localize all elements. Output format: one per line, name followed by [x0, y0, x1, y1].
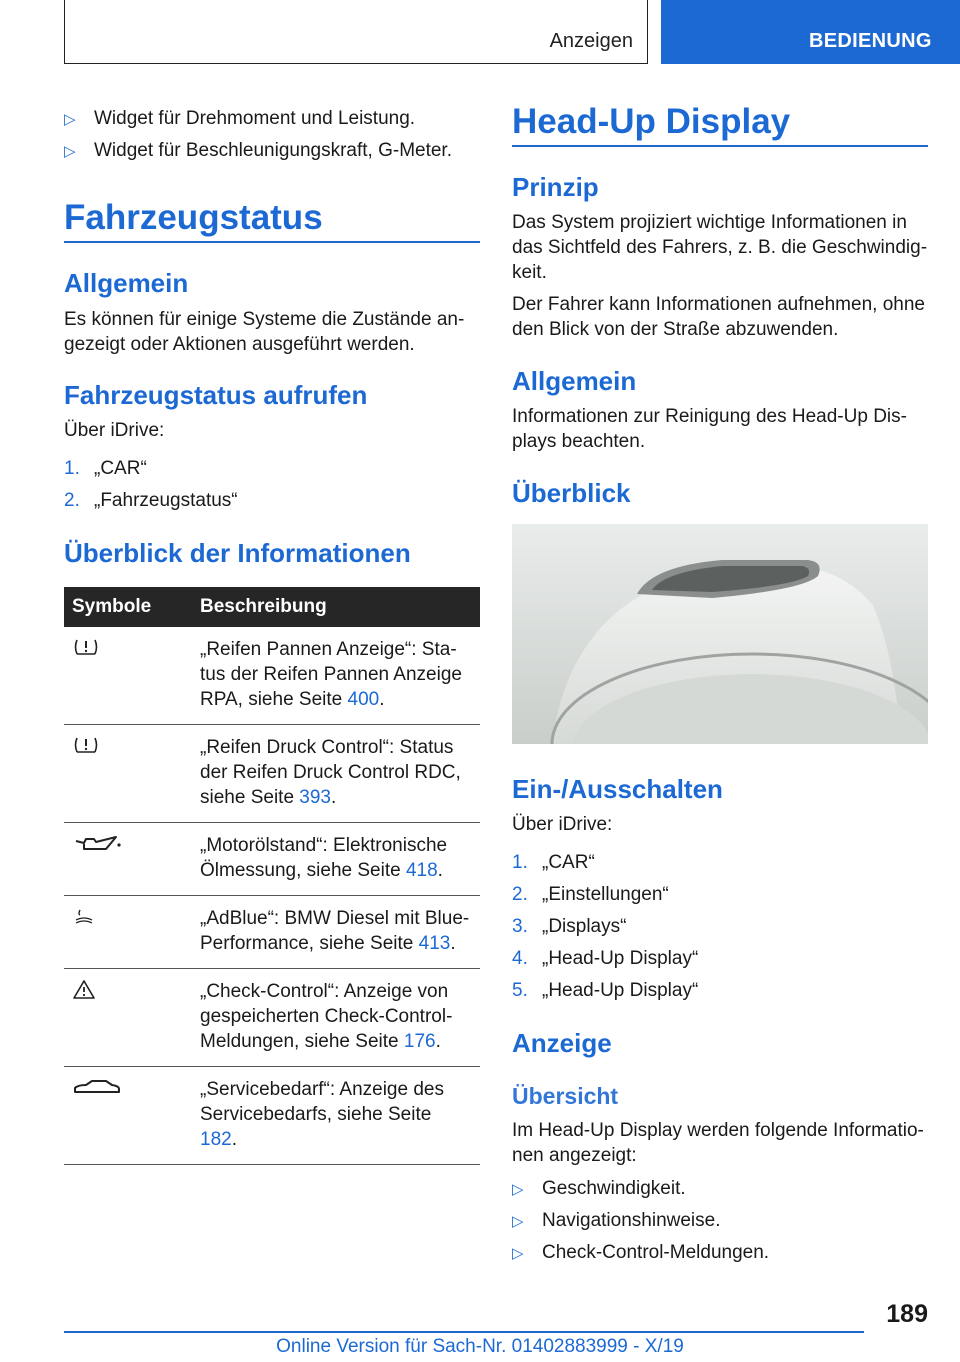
header-section-tab: [64, 0, 648, 64]
subsection-title: Anzeige: [512, 1028, 612, 1058]
paragraph: Über iDrive:: [512, 814, 613, 835]
subsubsection-title: Übersicht: [512, 1083, 619, 1109]
page-link[interactable]: 413: [418, 933, 451, 954]
table-header-cell: Symbole: [64, 587, 192, 627]
paragraph: Informationen zur Reinigung des Head-Up Dis- plays beachten.: [512, 406, 907, 452]
page-link[interactable]: 176: [403, 1031, 436, 1052]
list-item: ▷ Geschwindigkeit.: [512, 1176, 686, 1201]
list-item: ▷ Navigationshinweise.: [512, 1208, 721, 1233]
page-link[interactable]: 400: [347, 689, 380, 710]
list-item: 3. „Displays“: [512, 916, 627, 937]
head-up-display-photo: [512, 524, 928, 744]
subsection-title: Allgemein: [512, 366, 637, 396]
table-row: „Servicebedarf“: Anzeige des Servicebedarfs, siehe Seite 182.: [64, 1067, 480, 1165]
table-row: „AdBlue“: BMW Diesel mit Blue- Performance, siehe Seite 413.: [64, 896, 480, 969]
list-item: 5. „Head-Up Display“: [512, 980, 699, 1001]
subsection-title: Allgemein: [64, 268, 189, 298]
header-chapter-tab: [661, 0, 960, 64]
header-chapter-label: BEDIENUNG: [809, 30, 932, 52]
page-link[interactable]: 418: [405, 860, 438, 881]
list-item: 2. „Fahrzeugstatus“: [64, 490, 238, 511]
tire-pressure-control-icon: [72, 735, 100, 757]
list-item: ▷ Widget für Beschleunigungskraft, G-Meter.: [64, 138, 452, 163]
bullet-triangle-icon: ▷: [512, 1245, 524, 1262]
subsection-title: Überblick der Informationen: [64, 538, 411, 568]
section-title: Fahrzeugstatus: [64, 198, 323, 237]
bullet-triangle-icon: ▷: [64, 143, 76, 160]
paragraph: Der Fahrer kann Informationen aufnehmen, ohne den Blick von der Straße abzuwenden.: [512, 294, 925, 340]
page-number: 189: [886, 1300, 928, 1328]
paragraph: Das System projiziert wichtige Informationen in das Sichtfeld des Fahrers, z. B. die Geschwindig- keit.: [512, 212, 928, 283]
title-rule: [512, 145, 928, 147]
table-header-row: [64, 587, 480, 627]
subsection-title: Fahrzeugstatus aufrufen: [64, 380, 368, 410]
list-item: 4. „Head-Up Display“: [512, 948, 699, 969]
service-car-icon: [72, 1077, 122, 1099]
subsection-title: Prinzip: [512, 172, 599, 202]
footer-rule: [64, 1331, 864, 1333]
subsection-title: Ein-/Ausschalten: [512, 774, 723, 804]
adblue-icon: [72, 906, 96, 928]
table-row: „Reifen Druck Control“: Status der Reifen Druck Control RDC, siehe Seite 393.: [64, 725, 480, 823]
list-item: ▷ Check-Control-Meldungen.: [512, 1240, 769, 1265]
tire-pressure-warning-icon: [72, 637, 100, 659]
table-row: „Motorölstand“: Elektronische Ölmessung, siehe Seite 418.: [64, 823, 480, 896]
list-item: 1. „CAR“: [64, 458, 147, 479]
paragraph: Im Head-Up Display werden folgende Informatio- nen angezeigt:: [512, 1120, 924, 1166]
table-row: „Reifen Pannen Anzeige“: Sta- tus der Reifen Pannen Anzeige RPA, siehe Seite 400.: [64, 627, 480, 725]
page-link[interactable]: 393: [299, 787, 331, 808]
section-title: Head-Up Display: [512, 102, 791, 141]
bullet-triangle-icon: ▷: [512, 1181, 524, 1198]
subsection-title: Überblick: [512, 478, 631, 508]
info-table: [64, 587, 480, 1165]
list-item: 1. „CAR“: [512, 852, 595, 873]
list-item: 2. „Einstellungen“: [512, 884, 669, 905]
warning-triangle-icon: [72, 979, 96, 1001]
footer-text: Online Version für Sach-Nr. 01402883999 - X/19: [276, 1336, 684, 1357]
paragraph: Es können für einige Systeme die Zustände an- gezeigt oder Aktionen ausgeführt werden.: [64, 309, 465, 355]
table-header-cell: Beschreibung: [192, 587, 480, 627]
page-link[interactable]: 182: [200, 1129, 232, 1150]
bullet-triangle-icon: ▷: [512, 1213, 524, 1230]
bullet-triangle-icon: ▷: [64, 111, 76, 128]
oil-can-icon: [72, 833, 122, 855]
header-section-label: Anzeigen: [549, 30, 633, 52]
table-row: „Check-Control“: Anzeige von gespeicherten Check-Control- Meldungen, siehe Seite 176.: [64, 969, 480, 1067]
list-item: ▷ Widget für Drehmoment und Leistung.: [64, 106, 415, 131]
title-rule: [64, 241, 480, 243]
paragraph: Über iDrive:: [64, 420, 165, 441]
